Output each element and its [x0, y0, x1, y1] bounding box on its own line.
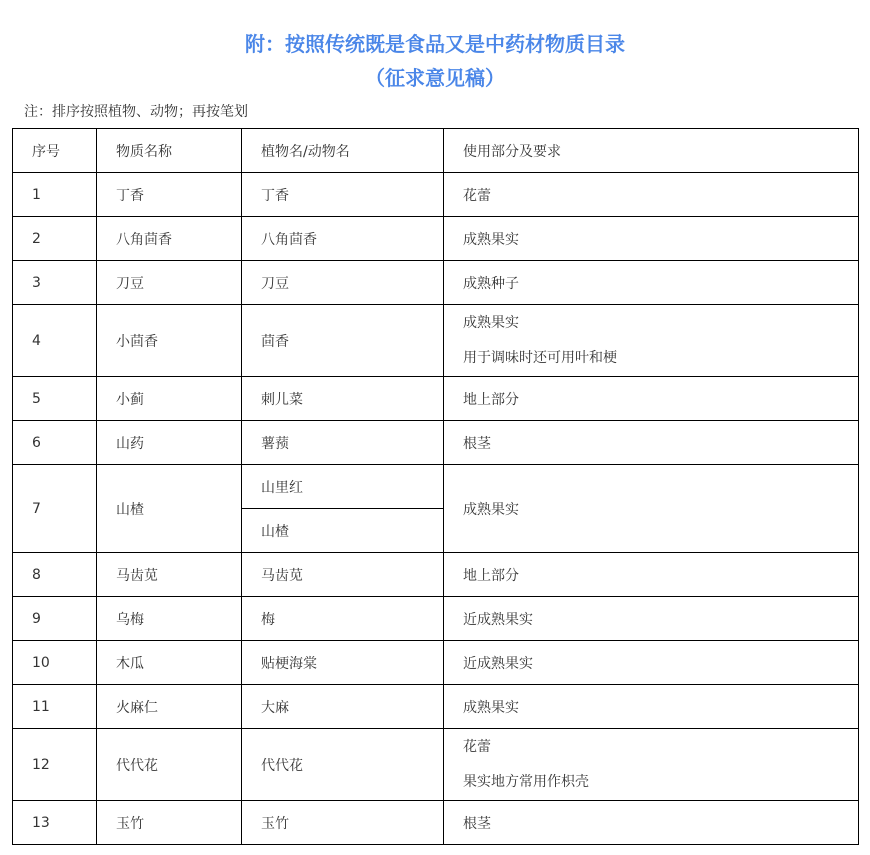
cell-index: 1 [13, 173, 97, 217]
usage-line: 果实地方常用作枳壳 [463, 773, 589, 790]
cell-usage: 根茎 [444, 801, 859, 845]
cell-plant-name: 刺儿菜 [242, 377, 444, 421]
cell-index: 8 [13, 553, 97, 597]
cell-substance-name: 山药 [97, 421, 242, 465]
table-row [13, 261, 859, 305]
table-row [13, 801, 859, 845]
page-subtitle: （征求意见稿） [365, 66, 505, 90]
catalog-table [12, 128, 859, 845]
cell-plant-name: 刀豆 [242, 261, 444, 305]
cell-index: 2 [13, 217, 97, 261]
cell-usage: 近成熟果实 [444, 597, 859, 641]
cell-plant-name: 茴香 [242, 305, 444, 377]
cell-index: 13 [13, 801, 97, 845]
cell-index: 5 [13, 377, 97, 421]
cell-index: 10 [13, 641, 97, 685]
cell-substance-name: 小茴香 [97, 305, 242, 377]
cell-substance-name: 山楂 [97, 465, 242, 553]
header-index: 序号 [13, 129, 97, 173]
cell-substance-name: 火麻仁 [97, 685, 242, 729]
table-row [13, 465, 859, 509]
cell-index: 7 [13, 465, 97, 553]
cell-plant-name: 马齿苋 [242, 553, 444, 597]
usage-line: 用于调味时还可用叶和梗 [463, 349, 617, 366]
page-title: 附：按照传统既是食品又是中药材物质目录 [245, 32, 625, 56]
cell-plant-name: 贴梗海棠 [242, 641, 444, 685]
cell-index: 4 [13, 305, 97, 377]
cell-usage: 根茎 [444, 421, 859, 465]
cell-substance-name: 八角茴香 [97, 217, 242, 261]
cell-usage: 地上部分 [444, 377, 859, 421]
usage-line: 花蕾 [463, 738, 491, 755]
header-usage: 使用部分及要求 [444, 129, 859, 173]
cell-usage: 花蕾 [444, 173, 859, 217]
cell-plant-name: 丁香 [242, 173, 444, 217]
header-substance-name: 物质名称 [97, 129, 242, 173]
table-header-row [13, 129, 859, 173]
cell-substance-name: 马齿苋 [97, 553, 242, 597]
table-row [13, 729, 859, 801]
cell-usage: 成熟果实 [444, 217, 859, 261]
cell-plant-name: 玉竹 [242, 801, 444, 845]
cell-substance-name: 乌梅 [97, 597, 242, 641]
cell-usage: 成熟果实 [444, 685, 859, 729]
cell-substance-name: 小蓟 [97, 377, 242, 421]
cell-substance-name: 丁香 [97, 173, 242, 217]
cell-substance-name: 刀豆 [97, 261, 242, 305]
cell-usage: 成熟种子 [444, 261, 859, 305]
header-plant-animal-name: 植物名/动物名 [242, 129, 444, 173]
table-row [13, 597, 859, 641]
cell-plant-name: 山楂 [242, 509, 444, 553]
cell-plant-name: 山里红 [242, 465, 444, 509]
cell-substance-name: 玉竹 [97, 801, 242, 845]
table-row [13, 685, 859, 729]
cell-index: 11 [13, 685, 97, 729]
table-row [13, 641, 859, 685]
table-row [13, 553, 859, 597]
table-row [13, 217, 859, 261]
cell-usage [444, 305, 859, 377]
cell-plant-name: 八角茴香 [242, 217, 444, 261]
table-row [13, 173, 859, 217]
cell-plant-name: 薯蓣 [242, 421, 444, 465]
cell-substance-name: 木瓜 [97, 641, 242, 685]
table-row [13, 305, 859, 377]
cell-plant-name: 梅 [242, 597, 444, 641]
cell-plant-name: 代代花 [242, 729, 444, 801]
table-row [13, 377, 859, 421]
cell-index: 6 [13, 421, 97, 465]
table-row [13, 421, 859, 465]
cell-usage: 成熟果实 [444, 465, 859, 553]
cell-plant-name: 大麻 [242, 685, 444, 729]
cell-index: 9 [13, 597, 97, 641]
cell-index: 3 [13, 261, 97, 305]
usage-line: 成熟果实 [463, 314, 519, 331]
cell-usage: 近成熟果实 [444, 641, 859, 685]
sort-note: 注：排序按照植物、动物；再按笔划 [24, 104, 248, 120]
cell-index: 12 [13, 729, 97, 801]
cell-usage: 地上部分 [444, 553, 859, 597]
cell-usage [444, 729, 859, 801]
cell-substance-name: 代代花 [97, 729, 242, 801]
